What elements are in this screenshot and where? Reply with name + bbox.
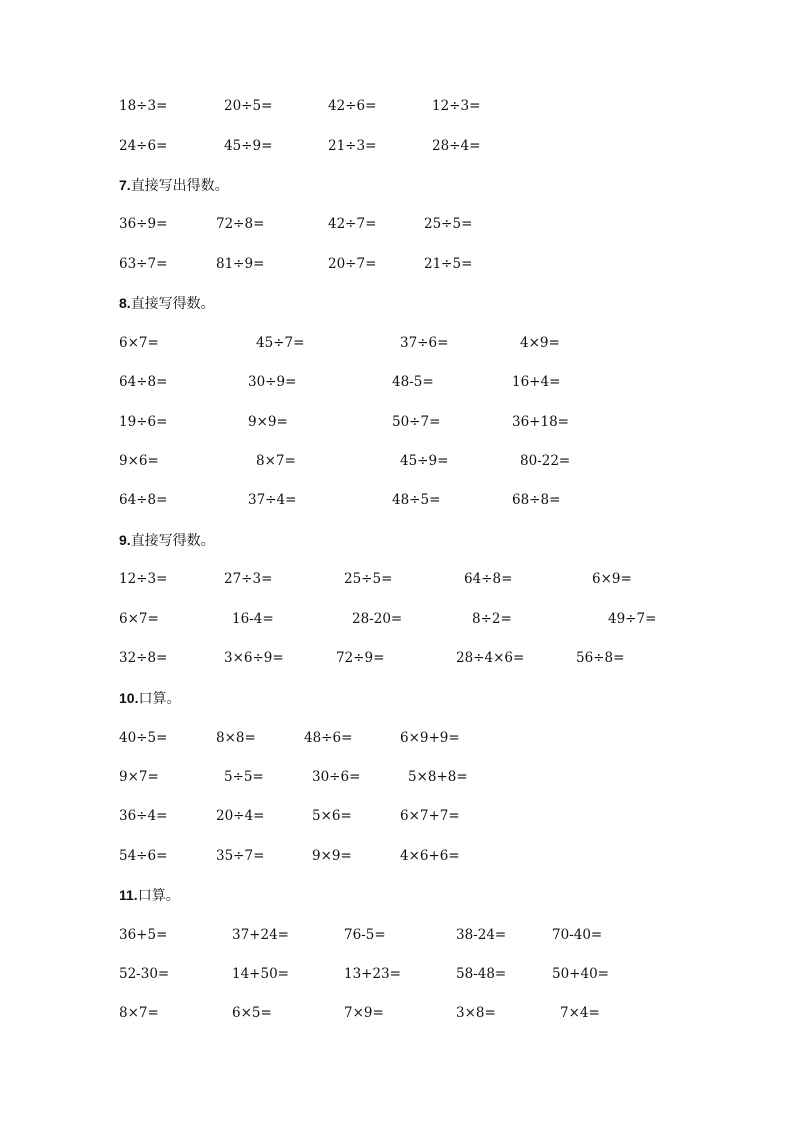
section-instruction: 直接写得数。 xyxy=(130,296,215,312)
problem: 38-24= xyxy=(456,927,507,943)
problem: 12÷3= xyxy=(432,98,481,114)
problem: 81÷9= xyxy=(216,256,265,272)
section-instruction: 直接写得数。 xyxy=(130,533,215,549)
problem: 56÷8= xyxy=(576,650,625,666)
problem: 64÷8= xyxy=(464,571,513,587)
problem: 42÷7= xyxy=(328,216,377,232)
problem: 9×7= xyxy=(119,769,159,785)
section-heading-11 xyxy=(119,884,180,907)
problem-row xyxy=(0,371,794,393)
problem: 6×9= xyxy=(592,571,632,587)
section-number: 8. xyxy=(119,295,131,311)
problem: 20÷7= xyxy=(328,256,377,272)
problem-row xyxy=(0,924,794,946)
problem: 9×9= xyxy=(248,414,288,430)
problem: 25÷5= xyxy=(424,216,473,232)
problem-row xyxy=(0,568,794,590)
problem: 52-30= xyxy=(119,966,170,982)
problem-row xyxy=(0,845,794,867)
section-number: 9. xyxy=(119,532,131,548)
problem: 3×8= xyxy=(456,1005,496,1021)
problem: 5×6= xyxy=(312,808,352,824)
problem: 20÷4= xyxy=(216,808,265,824)
problem: 50+40= xyxy=(552,966,609,982)
section-heading-9 xyxy=(119,529,215,552)
problem: 4×9= xyxy=(520,335,560,351)
problem: 36+18= xyxy=(512,414,569,430)
problem: 49÷7= xyxy=(608,611,657,627)
problem: 72÷8= xyxy=(216,216,265,232)
problem: 6×7+7= xyxy=(400,808,460,824)
section-number: 11. xyxy=(119,887,138,903)
problem: 48÷5= xyxy=(392,492,441,508)
problem: 5÷5= xyxy=(224,769,264,785)
problem-row xyxy=(0,450,794,472)
problem: 16-4= xyxy=(232,611,274,627)
problem: 80-22= xyxy=(520,453,571,469)
problem: 21÷5= xyxy=(424,256,473,272)
problem: 42÷6= xyxy=(328,98,377,114)
problem: 37+24= xyxy=(232,927,289,943)
problem: 9×6= xyxy=(119,453,159,469)
problem: 54÷6= xyxy=(119,848,168,864)
problem: 6×7= xyxy=(119,335,159,351)
problem: 36÷4= xyxy=(119,808,168,824)
problem: 24÷6= xyxy=(119,138,168,154)
problem: 4×6+6= xyxy=(400,848,460,864)
problem-row xyxy=(0,411,794,433)
problem-row xyxy=(0,766,794,788)
problem: 37÷6= xyxy=(400,335,449,351)
problem: 27÷3= xyxy=(224,571,273,587)
problem: 6×5= xyxy=(232,1005,272,1021)
problem: 28-20= xyxy=(352,611,403,627)
problem: 19÷6= xyxy=(119,414,168,430)
problem-row xyxy=(0,963,794,985)
problem: 64÷8= xyxy=(119,374,168,390)
problem: 7×9= xyxy=(344,1005,384,1021)
problem: 6×9+9= xyxy=(400,730,460,746)
problem: 12÷3= xyxy=(119,571,168,587)
problem-row xyxy=(0,95,794,117)
problem-row xyxy=(0,213,794,235)
problem: 68÷8= xyxy=(512,492,561,508)
problem: 70-40= xyxy=(552,927,603,943)
problem: 3×6÷9= xyxy=(224,650,284,666)
problem: 40÷5= xyxy=(119,730,168,746)
section-heading-7 xyxy=(119,174,229,197)
section-heading-10 xyxy=(119,687,180,710)
problem: 5×8+8= xyxy=(408,769,468,785)
problem: 28÷4= xyxy=(432,138,481,154)
problem-row xyxy=(0,608,794,630)
problem: 36÷9= xyxy=(119,216,168,232)
problem: 72÷9= xyxy=(336,650,385,666)
problem-row xyxy=(0,1002,794,1024)
problem: 45÷9= xyxy=(224,138,273,154)
problem: 25÷5= xyxy=(344,571,393,587)
problem: 48-5= xyxy=(392,374,434,390)
problem-row xyxy=(0,647,794,669)
problem: 58-48= xyxy=(456,966,507,982)
problem: 48÷6= xyxy=(304,730,353,746)
problem: 8÷2= xyxy=(472,611,512,627)
section-instruction: 口算。 xyxy=(137,888,180,904)
problem: 20÷5= xyxy=(224,98,273,114)
problem: 8×7= xyxy=(256,453,296,469)
problem: 30÷6= xyxy=(312,769,361,785)
problem: 9×9= xyxy=(312,848,352,864)
problem-row xyxy=(0,805,794,827)
section-heading-8 xyxy=(119,292,215,315)
problem: 64÷8= xyxy=(119,492,168,508)
problem: 37÷4= xyxy=(248,492,297,508)
problem-row xyxy=(0,489,794,511)
section-instruction: 口算。 xyxy=(138,691,181,707)
problem: 30÷9= xyxy=(248,374,297,390)
section-instruction: 直接写出得数。 xyxy=(130,178,229,194)
problem-row xyxy=(0,727,794,749)
problem: 36+5= xyxy=(119,927,168,943)
problem: 35÷7= xyxy=(216,848,265,864)
problem: 6×7= xyxy=(119,611,159,627)
problem: 45÷7= xyxy=(256,335,305,351)
problem: 8×8= xyxy=(216,730,256,746)
problem: 14+50= xyxy=(232,966,289,982)
problem: 13+23= xyxy=(344,966,401,982)
problem: 32÷8= xyxy=(119,650,168,666)
problem: 8×7= xyxy=(119,1005,159,1021)
problem: 45÷9= xyxy=(400,453,449,469)
problem-row xyxy=(0,332,794,354)
section-number: 10. xyxy=(119,690,139,706)
problem: 63÷7= xyxy=(119,256,168,272)
problem: 16+4= xyxy=(512,374,561,390)
problem: 18÷3= xyxy=(119,98,168,114)
problem-row xyxy=(0,135,794,157)
problem: 28÷4×6= xyxy=(456,650,525,666)
problem: 76-5= xyxy=(344,927,386,943)
problem: 50÷7= xyxy=(392,414,441,430)
problem: 21÷3= xyxy=(328,138,377,154)
problem-row xyxy=(0,253,794,275)
section-number: 7. xyxy=(119,177,131,193)
problem: 7×4= xyxy=(560,1005,600,1021)
